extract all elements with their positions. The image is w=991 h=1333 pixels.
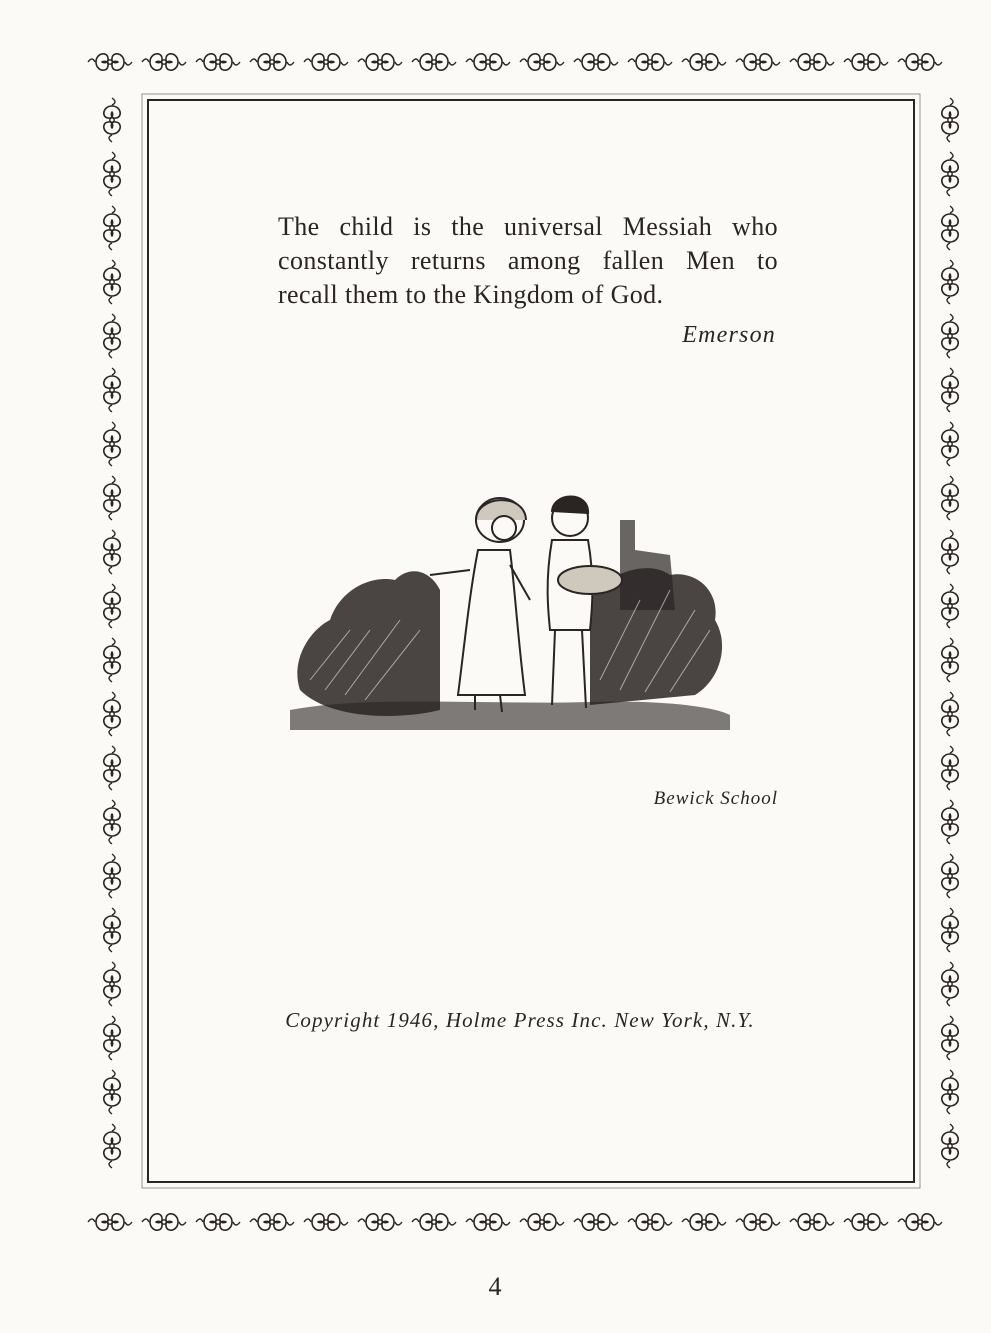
- border-ornament: [104, 314, 120, 358]
- border-ornament: [104, 368, 120, 412]
- border-ornament: [682, 1214, 726, 1230]
- border-ornament: [844, 1214, 888, 1230]
- border-ornament: [104, 692, 120, 736]
- copyright-notice: Copyright 1946, Holme Press Inc. New York, N.Y.: [285, 1008, 755, 1032]
- border-ornament: [942, 584, 958, 628]
- border-ornament: [942, 1124, 958, 1168]
- quote-author: Emerson: [682, 322, 776, 348]
- woodcut-children-engraving-icon: [290, 480, 730, 740]
- border-ornament: [196, 1214, 240, 1230]
- border-ornament: [466, 54, 510, 70]
- border-ornament: [196, 54, 240, 70]
- border-ornament: [942, 368, 958, 412]
- border-ornament: [104, 1070, 120, 1114]
- border-ornament: [942, 530, 958, 574]
- border-ornament: [520, 54, 564, 70]
- page-number: 4: [488, 1272, 502, 1301]
- border-ornament: [628, 1214, 672, 1230]
- border-ornament: [942, 908, 958, 952]
- border-ornament: [358, 1214, 402, 1230]
- border-ornament: [942, 1070, 958, 1114]
- border-ornament: [304, 54, 348, 70]
- quote-line-1: The child is the universal Messiah who: [278, 212, 778, 241]
- border-ornament: [142, 1214, 186, 1230]
- border-ornament: [942, 854, 958, 898]
- border-ornament: [104, 1124, 120, 1168]
- border-ornament: [358, 54, 402, 70]
- border-ornament: [412, 54, 456, 70]
- border-ornament: [104, 476, 120, 520]
- border-ornament: [104, 152, 120, 196]
- border-ornament: [104, 854, 120, 898]
- border-ornament: [104, 1016, 120, 1060]
- border-ornament: [942, 206, 958, 250]
- border-ornament: [104, 422, 120, 466]
- border-ornament: [88, 54, 132, 70]
- border-ornament: [412, 1214, 456, 1230]
- border-ornament: [466, 1214, 510, 1230]
- border-ornament: [942, 422, 958, 466]
- border-ornament: [942, 962, 958, 1006]
- border-ornament: [104, 530, 120, 574]
- border-ornament: [682, 54, 726, 70]
- border-ornament: [942, 1016, 958, 1060]
- border-ornament: [104, 908, 120, 952]
- border-ornament: [250, 1214, 294, 1230]
- border-ornament: [942, 638, 958, 682]
- border-ornament: [942, 98, 958, 142]
- border-ornament: [104, 584, 120, 628]
- border-ornament: [574, 54, 618, 70]
- border-ornament: [104, 206, 120, 250]
- border-ornament: [574, 1214, 618, 1230]
- border-ornament: [628, 54, 672, 70]
- border-ornament: [942, 692, 958, 736]
- border-ornament: [736, 54, 780, 70]
- epigraph-quote: [278, 210, 778, 312]
- border-ornament: [942, 152, 958, 196]
- border-ornament: [142, 54, 186, 70]
- quote-line-2: constantly returns among fallen Men to: [278, 246, 778, 275]
- border-ornament: [104, 746, 120, 790]
- border-ornament: [736, 1214, 780, 1230]
- border-ornament: [790, 54, 834, 70]
- border-ornament: [88, 1214, 132, 1230]
- border-ornament: [520, 1214, 564, 1230]
- border-ornament: [898, 54, 942, 70]
- border-ornament: [104, 800, 120, 844]
- border-ornament: [898, 1214, 942, 1230]
- border-ornament: [942, 476, 958, 520]
- border-ornament: [942, 746, 958, 790]
- border-ornament: [942, 314, 958, 358]
- quote-line-3: recall them to the Kingdom of God.: [278, 280, 664, 309]
- border-ornament: [104, 962, 120, 1006]
- border-ornament: [104, 638, 120, 682]
- border-ornament: [104, 98, 120, 142]
- border-ornament: [304, 1214, 348, 1230]
- border-ornament: [942, 800, 958, 844]
- border-ornament: [104, 260, 120, 304]
- border-ornament: [250, 54, 294, 70]
- border-ornament: [942, 260, 958, 304]
- border-ornament: [790, 1214, 834, 1230]
- border-ornament: [844, 54, 888, 70]
- illustration-caption: Bewick School: [653, 788, 778, 809]
